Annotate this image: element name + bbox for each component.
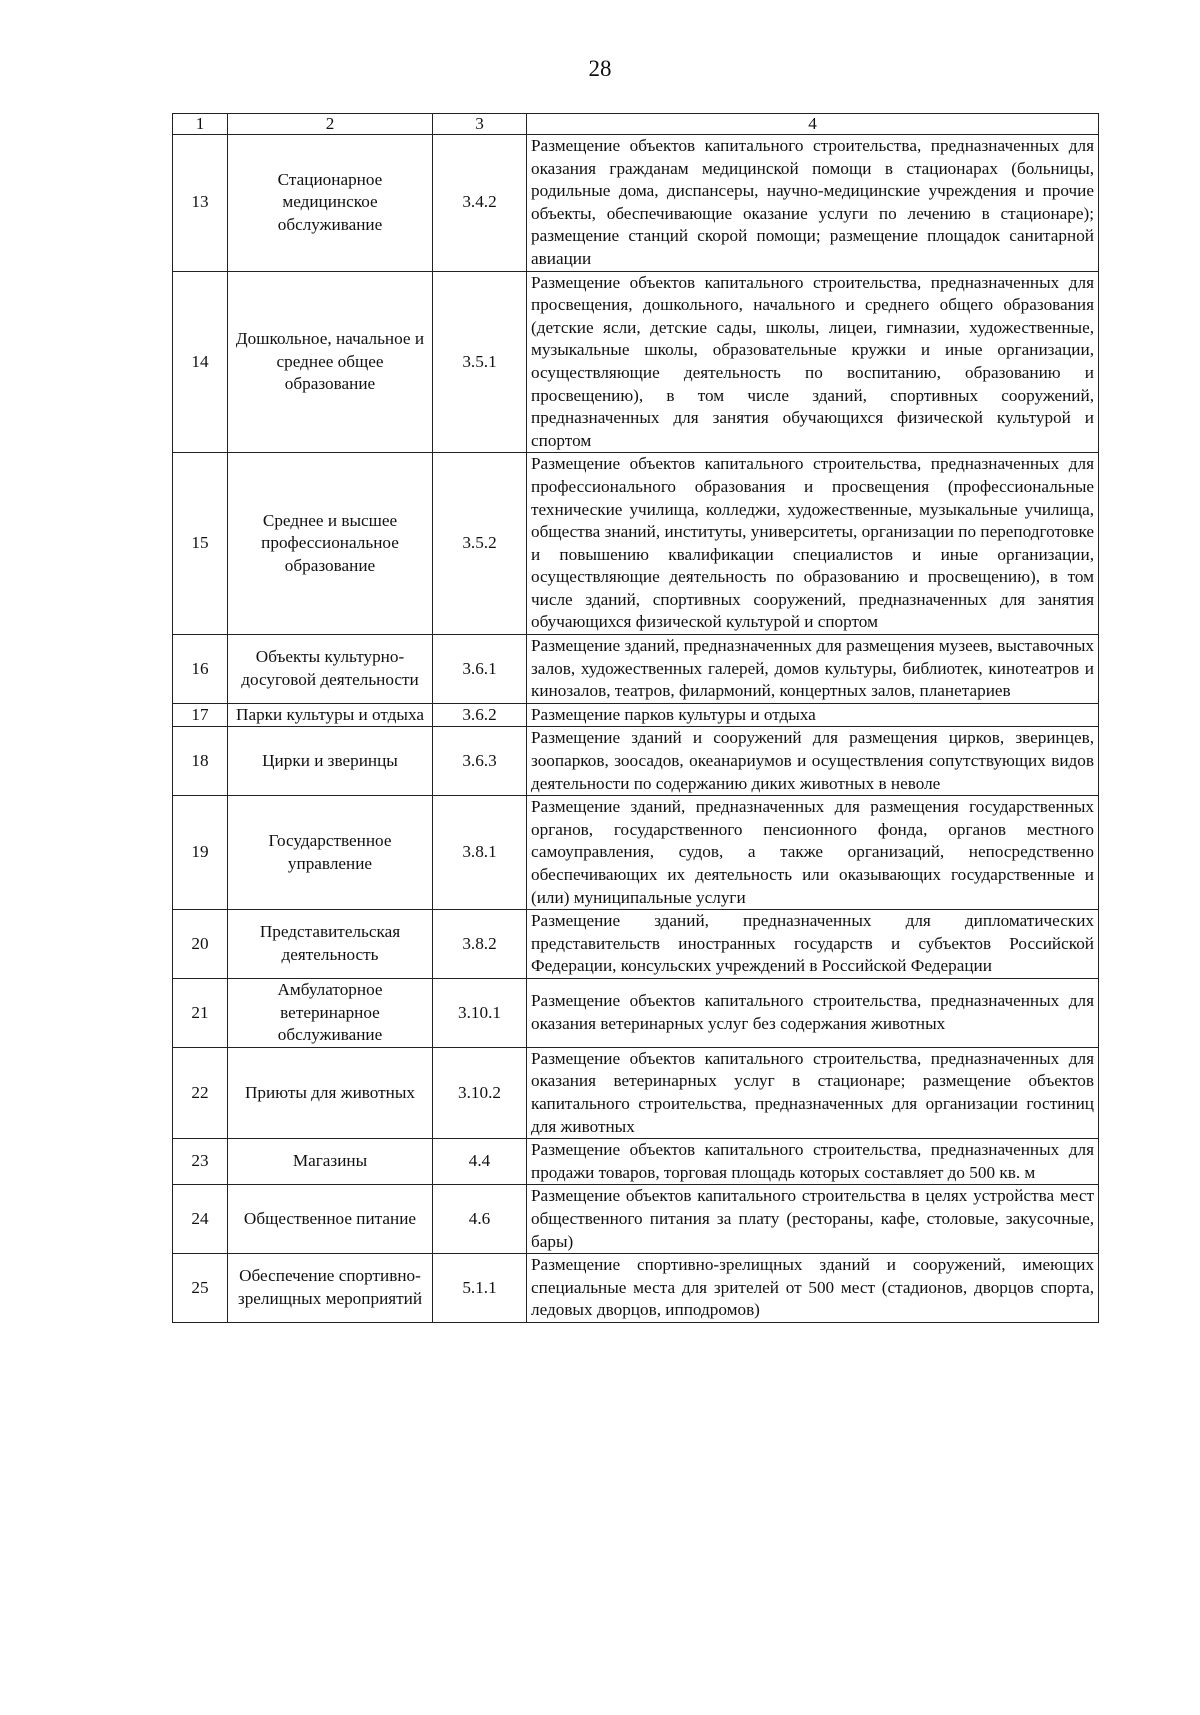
land-use-code: 3.5.1 [433, 271, 527, 453]
table-row [173, 796, 1099, 910]
row-number: 24 [173, 1185, 228, 1254]
land-use-name: Дошкольное, начальное и среднее общее образование [228, 271, 433, 453]
row-number: 21 [173, 978, 228, 1047]
land-use-name: Представительская деятельность [228, 910, 433, 979]
row-number: 22 [173, 1047, 228, 1138]
land-use-name: Приюты для животных [228, 1047, 433, 1138]
row-number: 19 [173, 796, 228, 910]
land-use-description: Размещение объектов капитального строительства, предназначенных для профессионального образования и просвещения (профессиональные технические училища, колледжи, художественные, музыкальные училища, общества знаний, институты, университеты, организации по переподготовке и повышению квалификации специалистов и иные организации, осуществляющие деятельность по образованию и просвещению), в том числе зданий, спортивных сооружений, предназначенных для занятия обучающихся физической культурой и спортом [527, 453, 1099, 635]
land-use-code: 3.5.2 [433, 453, 527, 635]
land-use-name: Амбулаторное ветеринарное обслуживание [228, 978, 433, 1047]
land-use-code: 3.8.1 [433, 796, 527, 910]
row-number: 16 [173, 635, 228, 704]
land-use-name: Среднее и высшее профессиональное образование [228, 453, 433, 635]
row-number: 13 [173, 135, 228, 272]
land-use-code: 3.6.2 [433, 703, 527, 727]
table-row [173, 1254, 1099, 1323]
land-use-name: Обеспечение спортивно-зрелищных мероприятий [228, 1254, 433, 1323]
land-use-description: Размещение зданий и сооружений для размещения цирков, зверинцев, зоопарков, зоосадов, океанариумов и осуществления сопутствующих видов деятельности по содержанию диких животных в неволе [527, 727, 1099, 796]
table-row [173, 635, 1099, 704]
land-use-name: Стационарное медицинское обслуживание [228, 135, 433, 272]
land-use-description: Размещение объектов капитального строительства, предназначенных для оказания ветеринарных услуг в стационаре; размещение объектов капитального строительства, предназначенных для организации гостиниц для животных [527, 1047, 1099, 1138]
land-use-description: Размещение зданий, предназначенных для размещения музеев, выставочных залов, художественных галерей, домов культуры, библиотек, кинотеатров и кинозалов, театров, филармоний, концертных залов, планетариев [527, 635, 1099, 704]
row-number: 17 [173, 703, 228, 727]
land-use-code: 3.10.1 [433, 978, 527, 1047]
table-row [173, 703, 1099, 727]
land-use-description: Размещение объектов капитального строительства, предназначенных для оказания ветеринарных услуг без содержания животных [527, 978, 1099, 1047]
row-number: 25 [173, 1254, 228, 1323]
land-use-name: Парки культуры и отдыха [228, 703, 433, 727]
land-use-description: Размещение парков культуры и отдыха [527, 703, 1099, 727]
table-row [173, 727, 1099, 796]
land-use-name: Государственное управление [228, 796, 433, 910]
land-use-name: Общественное питание [228, 1185, 433, 1254]
column-header: 4 [527, 114, 1099, 135]
land-use-code: 3.8.2 [433, 910, 527, 979]
table-row [173, 453, 1099, 635]
land-use-description: Размещение объектов капитального строительства, предназначенных для оказания гражданам медицинской помощи в стационарах (больницы, родильные дома, диспансеры, научно-медицинские учреждения и прочие объекты, обеспечивающие оказание услуги по лечению в стационаре); размещение станций скорой помощи; размещение площадок санитарной авиации [527, 135, 1099, 272]
row-number: 15 [173, 453, 228, 635]
land-use-name: Магазины [228, 1139, 433, 1185]
land-use-code: 5.1.1 [433, 1254, 527, 1323]
land-use-code: 3.6.3 [433, 727, 527, 796]
row-number: 20 [173, 910, 228, 979]
column-header: 2 [228, 114, 433, 135]
land-use-table [172, 113, 1099, 1323]
land-use-description: Размещение объектов капитального строительства, предназначенных для продажи товаров, торговая площадь которых составляет до 500 кв. м [527, 1139, 1099, 1185]
table-row [173, 978, 1099, 1047]
land-use-name: Цирки и зверинцы [228, 727, 433, 796]
land-use-description: Размещение спортивно-зрелищных зданий и сооружений, имеющих специальные места для зрителей от 500 мест (стадионов, дворцов спорта, ледовых дворцов, ипподромов) [527, 1254, 1099, 1323]
table-row [173, 1185, 1099, 1254]
land-use-code: 3.4.2 [433, 135, 527, 272]
row-number: 14 [173, 271, 228, 453]
land-use-code: 4.6 [433, 1185, 527, 1254]
row-number: 18 [173, 727, 228, 796]
table-row [173, 271, 1099, 453]
table-row [173, 135, 1099, 272]
row-number: 23 [173, 1139, 228, 1185]
land-use-description: Размещение зданий, предназначенных для размещения государственных органов, государственного пенсионного фонда, органов местного самоуправления, судов, а также организаций, непосредственно обеспечивающих их деятельность или оказывающих государственные и (или) муниципальные услуги [527, 796, 1099, 910]
land-use-description: Размещение зданий, предназначенных для дипломатических представительств иностранных государств и субъектов Российской Федерации, консульских учреждений в Российской Федерации [527, 910, 1099, 979]
table-header-row [173, 114, 1099, 135]
land-use-code: 4.4 [433, 1139, 527, 1185]
table-row [173, 1139, 1099, 1185]
table-row [173, 910, 1099, 979]
land-use-code: 3.6.1 [433, 635, 527, 704]
land-use-code: 3.10.2 [433, 1047, 527, 1138]
land-use-description: Размещение объектов капитального строительства в целях устройства мест общественного питания за плату (рестораны, кафе, столовые, закусочные, бары) [527, 1185, 1099, 1254]
land-use-name: Объекты культурно-досуговой деятельности [228, 635, 433, 704]
land-use-description: Размещение объектов капитального строительства, предназначенных для просвещения, дошкольного, начального и среднего общего образования (детские ясли, детские сады, школы, лицеи, гимназии, художественные, музыкальные школы, образовательные кружки и иные организации, осуществляющие деятельность по воспитанию, образованию и просвещению), в том числе зданий, спортивных сооружений, предназначенных для занятия обучающихся физической культурой и спортом [527, 271, 1099, 453]
column-header: 1 [173, 114, 228, 135]
table-row [173, 1047, 1099, 1138]
page-number: 28 [588, 56, 612, 81]
column-header: 3 [433, 114, 527, 135]
